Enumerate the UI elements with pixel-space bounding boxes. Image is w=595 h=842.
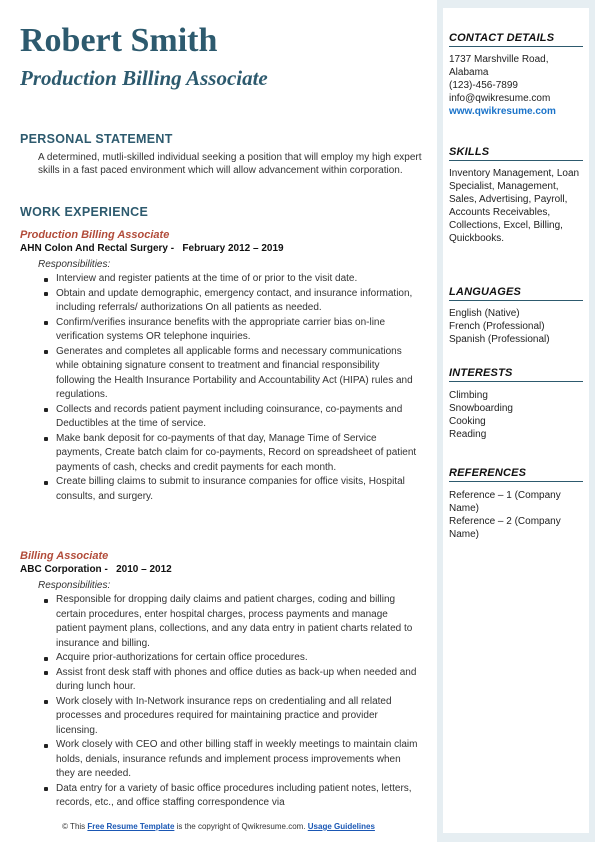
contact-heading: CONTACT DETAILS xyxy=(449,32,583,47)
list-item: French (Professional) xyxy=(449,321,545,332)
footer xyxy=(0,822,437,831)
job-company: AHN Colon And Rectal Surgery - February 2012 – 2019 xyxy=(20,243,284,254)
responsibilities-label: Responsibilities: xyxy=(38,259,111,270)
job-title: Billing Associate xyxy=(20,550,109,562)
list-item: Reading xyxy=(449,429,487,440)
list-item: Generates and completes all applicable forms and necessary communications while obtaining signature consent to treatment and financial responsibility following the Health Insurance Portability and Accountability Act (HIPA) rules and regulations. xyxy=(56,345,420,403)
candidate-title: Production Billing Associate xyxy=(20,66,268,90)
list-item: Collects and records patient payment including coinsurance, co-payments and Deductibles at the time of service. xyxy=(56,403,420,432)
references-heading: REFERENCES xyxy=(449,467,583,482)
footer-prefix: © This xyxy=(62,822,88,831)
responsibilities-list xyxy=(20,272,420,504)
list-item: Spanish (Professional) xyxy=(449,334,550,345)
skills-text: Inventory Management, Loan Specialist, Management, Sales, Advertising, Payroll, Accounts Receivables, Collections, Excel, Billing, Quickbooks. xyxy=(449,168,580,244)
personal-statement-heading: PERSONAL STATEMENT xyxy=(20,132,173,146)
list-item: Work closely with In-Network insurance reps on credentialing and all related processes and procedures required for maintaining practice and provider licensing. xyxy=(56,695,420,739)
footer-middle: is the copyright of Qwikresume.com. xyxy=(174,822,308,831)
list-item: Make bank deposit for co-payments of that day, Manage Time of Service payments, Create batch claim for co-payments, Record on spreadsheet of patient payments of cash, checks and credit payments for each month. xyxy=(56,432,420,476)
languages-list xyxy=(449,307,589,346)
list-item: Confirm/verifies insurance benefits with the appropriate carrier bias on-line verification systems OR telephone inquiries. xyxy=(56,316,420,345)
list-item: Reference – 1 (Company Name) xyxy=(449,490,561,514)
job-entry-2 xyxy=(20,549,420,811)
job-entry-1 xyxy=(20,228,420,504)
job-title: Production Billing Associate xyxy=(20,229,170,241)
responsibilities-label: Responsibilities: xyxy=(38,580,111,591)
languages-heading: LANGUAGES xyxy=(449,286,583,301)
list-item: Cooking xyxy=(449,416,486,427)
contact-details xyxy=(449,53,589,118)
list-item: Assist front desk staff with phones and office duties as back-up when needed and during lunch hour. xyxy=(56,666,420,695)
skills-heading: SKILLS xyxy=(449,146,583,161)
list-item: Reference – 2 (Company Name) xyxy=(449,516,561,540)
list-item: Create billing claims to submit to insurance companies for office visits, Hospital consults, and surgery. xyxy=(56,475,420,504)
personal-statement-text: A determined, mutli-skilled individual seeking a position that will employ my high expert skills in a fast paced environment which will allow advancement within corporation. xyxy=(38,152,422,176)
work-experience-heading: WORK EXPERIENCE xyxy=(20,205,149,219)
references-list xyxy=(449,489,589,541)
list-item: Responsible for dropping daily claims and patient charges, coding and billing certain procedures, enter hospital charges, process payments and manage patient payment plans, collections, and any data entry in patient charts related to insurance and billing. xyxy=(56,593,420,651)
address: 1737 Marshville Road, Alabama xyxy=(449,54,549,78)
list-item: Snowboarding xyxy=(449,403,513,414)
interests-list xyxy=(449,389,589,441)
list-item: Acquire prior-authorizations for certain office procedures. xyxy=(56,651,420,666)
list-item: Interview and register patients at the time of or prior to the visit date. xyxy=(56,272,420,287)
list-item: Obtain and update demographic, emergency contact, and insurance information, including referrals/ authorizations On all patients as needed. xyxy=(56,287,420,316)
phone: (123)-456-7899 xyxy=(449,80,518,91)
usage-guidelines-link[interactable]: Usage Guidelines xyxy=(307,822,375,831)
list-item: Work closely with CEO and other billing staff in weekly meetings to maintain claim holds, denials, insurance refunds and implement process improvements when they are needed. xyxy=(56,738,420,782)
candidate-name: Robert Smith xyxy=(20,22,218,59)
list-item: English (Native) xyxy=(449,308,520,319)
interests-heading: INTERESTS xyxy=(449,367,583,382)
responsibilities-list xyxy=(20,593,420,811)
email[interactable]: info@qwikresume.com xyxy=(449,93,551,104)
free-resume-template-link[interactable]: Free Resume Template xyxy=(87,822,175,831)
job-company: ABC Corporation - 2010 – 2012 xyxy=(20,564,172,575)
website-link[interactable]: www.qwikresume.com xyxy=(449,106,556,117)
list-item: Climbing xyxy=(449,390,488,401)
list-item: Data entry for a variety of basic office procedures including patient notes, letters, records, etc., and office staffing correspondence via xyxy=(56,782,420,811)
